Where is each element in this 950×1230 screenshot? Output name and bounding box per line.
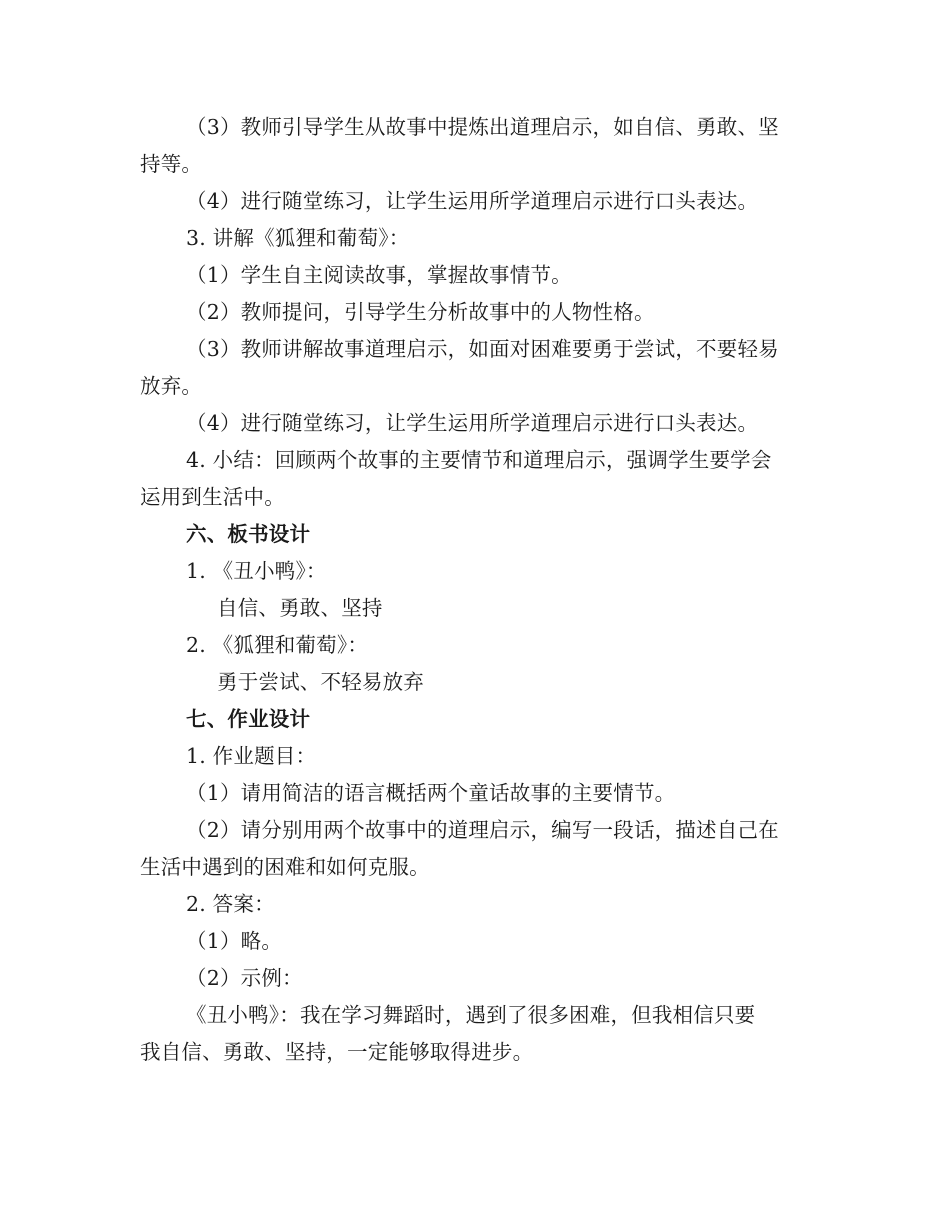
text-line: 1. 作业题目：	[186, 744, 317, 768]
text-line: （2）请分别用两个故事中的道理启示，编写一段话，描述自己在	[186, 818, 779, 842]
text-line: 4. 小结：回顾两个故事的主要情节和道理启示，强调学生要学会	[186, 448, 772, 472]
text-line: 3. 讲解《狐狸和葡萄》：	[186, 226, 410, 250]
text-line: 生活中遇到的困难和如何克服。	[140, 855, 430, 879]
text-line: （1）略。	[186, 929, 283, 953]
section-heading: 七、作业设计	[186, 707, 311, 731]
text-line: 自信、勇敢、坚持	[217, 596, 383, 620]
text-line: （2）示例：	[186, 966, 303, 990]
text-line: 运用到生活中。	[140, 485, 285, 509]
text-line: （1）学生自主阅读故事，掌握故事情节。	[186, 263, 572, 287]
text-line: （3）教师讲解故事道理启示，如面对困难要勇于尝试，不要轻易	[186, 337, 779, 361]
text-line: （4）进行随堂练习，让学生运用所学道理启示进行口头表达。	[186, 189, 759, 213]
text-line: 1. 《丑小鸭》：	[186, 559, 327, 583]
text-line: （3）教师引导学生从故事中提炼出道理启示，如自信、勇敢、坚	[186, 115, 779, 139]
text-line: 勇于尝试、不轻易放弃	[217, 670, 424, 694]
text-line: 放弃。	[140, 374, 203, 398]
text-line: （2）教师提问，引导学生分析故事中的人物性格。	[186, 300, 655, 324]
text-line: 《丑小鸭》：我在学习舞蹈时，遇到了很多困难，但我相信只要	[186, 1003, 756, 1027]
text-line: （4）进行随堂练习，让学生运用所学道理启示进行口头表达。	[186, 411, 759, 435]
text-line: 2. 《狐狸和葡萄》：	[186, 633, 369, 657]
text-line: 持等。	[140, 152, 203, 176]
section-heading: 六、板书设计	[186, 522, 311, 546]
text-line: （1）请用简洁的语言概括两个童话故事的主要情节。	[186, 781, 676, 805]
text-line: 我自信、勇敢、坚持，一定能够取得进步。	[140, 1040, 534, 1064]
text-line: 2. 答案：	[186, 892, 275, 916]
